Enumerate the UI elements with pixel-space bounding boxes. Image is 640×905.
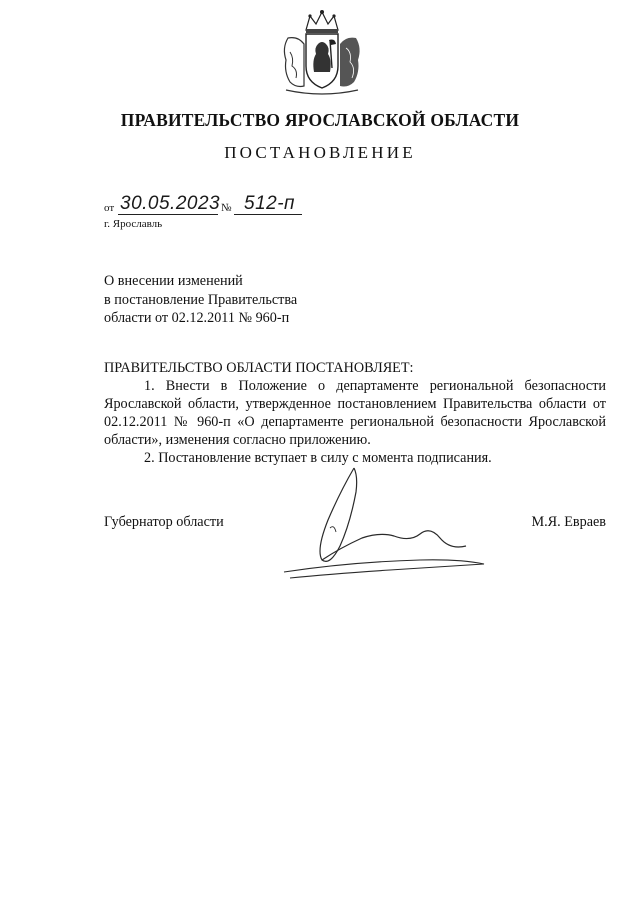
document-subject <box>104 272 297 328</box>
signer-name: М.Я. Евраев <box>531 514 606 530</box>
decree-item: 1. Внести в Положение о департаменте региональной безопасности Ярославской области, утвержденное постановлением Правительства области от 02.12.2011 № 960-п «О департаменте региональной безопасности Ярославской области», изменения согласно приложению. <box>104 378 606 448</box>
decree-item: 2. Постановление вступает в силу с момента подписания. <box>144 450 492 466</box>
government-title: ПРАВИТЕЛЬСТВО ЯРОСЛАВСКОЙ ОБЛАСТИ <box>120 110 520 130</box>
date-label: от <box>104 202 115 214</box>
document-body <box>104 359 606 467</box>
signer-title: Губернатор области <box>104 514 224 530</box>
document-type: ПОСТАНОВЛЕНИЕ <box>224 143 416 162</box>
number-label: № <box>221 202 232 214</box>
date-number-line <box>104 192 344 220</box>
subject-line: О внесении изменений <box>104 273 243 289</box>
number-value: 512-п <box>244 193 295 214</box>
handwritten-signature-icon <box>270 462 490 587</box>
yaroslavl-coat-of-arms-icon <box>276 8 368 96</box>
subject-line: в постановление Правительства <box>104 291 298 308</box>
decree-heading: ПРАВИТЕЛЬСТВО ОБЛАСТИ ПОСТАНОВЛЯЕТ: <box>104 360 414 376</box>
city: г. Ярославль <box>104 218 163 230</box>
subject-line: области от 02.12.2011 № 960-п <box>104 310 290 326</box>
date-value: 30.05.2023 <box>120 193 221 214</box>
